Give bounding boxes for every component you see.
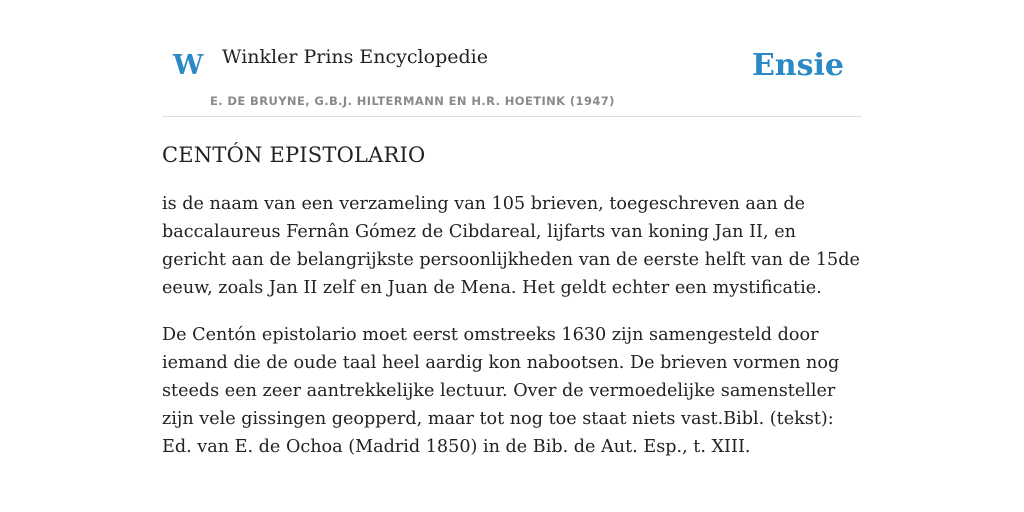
article-paragraph: De Centón epistolario moet eerst omstreeks 1630 zijn samengesteld door iemand die de oude taal heel aardig kon nabootsen. De brieven vormen nog steeds een zeer aantrekkelijke lectuur. Over de vermoedelijke samensteller zijn vele gissingen geopperd, maar tot nog toe staat niets vast.Bibl. (tekst): Ed. van E. de Ochoa (Madrid 1850) in de Bib. de Aut. Esp., t. XIII. (162, 325, 840, 457)
winkler-prins-logo[interactable]: W (173, 50, 204, 81)
publication-title[interactable]: Winkler Prins Encyclopedie (222, 46, 488, 68)
publication-authors: E. DE BRUYNE, G.B.J. HILTERMANN EN H.R. HOETINK (1947) (210, 94, 615, 108)
article-body (162, 190, 862, 461)
article-paragraph: is de naam van een verzameling van 105 brieven, toegeschreven aan de baccalaureus Fernân Gómez de Cibdareal, lijfarts van koning Jan II, en gericht aan de belangrijkste persoonlijkheden van de eerste helft van de 15de eeuw, zoals Jan II zelf en Juan de Mena. Het geldt echter een mystificatie. (162, 194, 860, 298)
header (162, 0, 862, 117)
article-title: CENTÓN EPISTOLARIO (162, 143, 426, 167)
ensie-logo[interactable]: Ensie (751, 48, 844, 83)
page (162, 0, 862, 461)
